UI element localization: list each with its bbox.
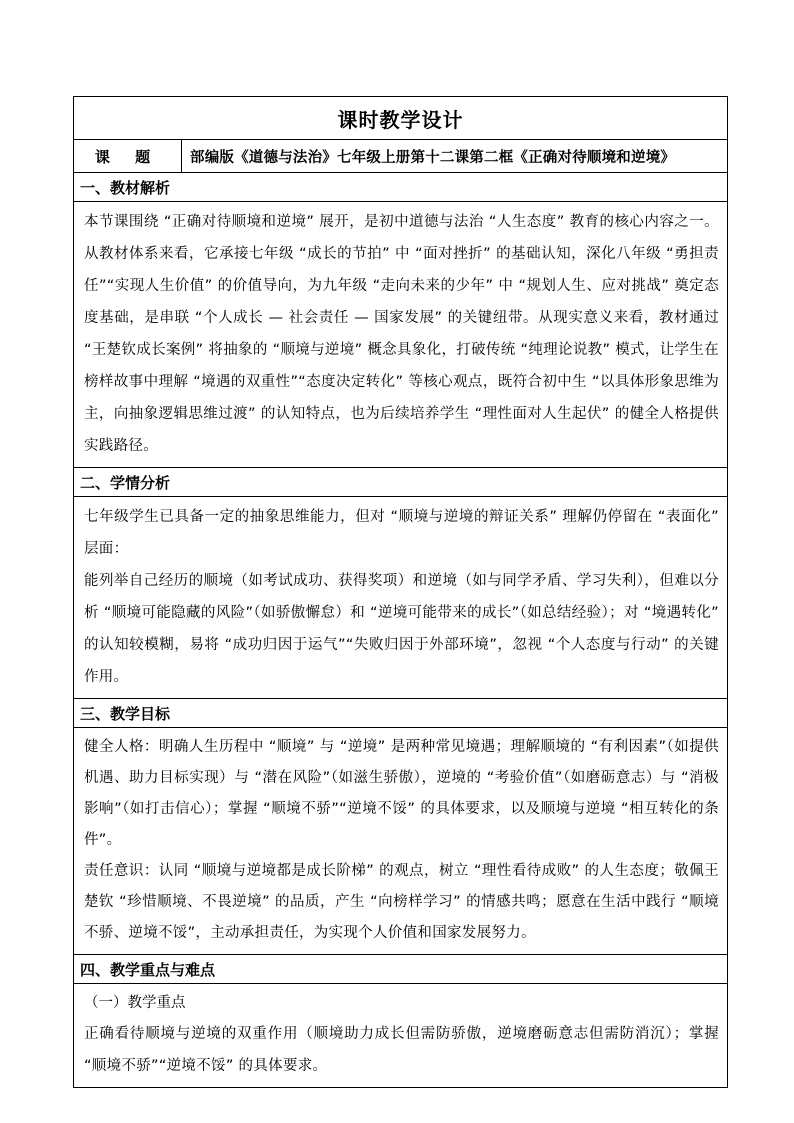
subheading: （一）教学重点 — [84, 995, 186, 1011]
section-heading-student-analysis: 二、学情分析 — [74, 468, 728, 497]
section-heading-textbook-analysis: 一、教材解析 — [74, 173, 728, 202]
topic-label: 课 题 — [74, 140, 182, 173]
topic-value: 部编版《道德与法治》七年级上册第十二课第二框《正确对待顺境和逆境》 — [182, 140, 728, 173]
paragraph: 七年级学生已具备一定的抽象思维能力，但对 “顺境与逆境的辩证关系” 理解仍停留在 “表面化” 层面： — [84, 509, 719, 557]
paragraph: 健全人格：明确人生历程中 “顺境” 与 “逆境” 是两种常见境遇；理解顺境的 “有利因素”（如提供机遇、助力目标实现）与 “潜在风险”（如滋生骄傲），逆境的 “考验价值”（如磨砺意志）与 “消极影响”（如打击信心）；掌握 “顺境不骄”“逆境不馁” 的具体要求，以及顺境与逆境 “相互转化的条件”。 — [84, 739, 719, 848]
title-row — [74, 97, 728, 140]
section-heading-row — [74, 173, 728, 202]
paragraph: 正确看待顺境与逆境的双重作用（顺境助力成长但需防骄傲，逆境磨砺意志但需防消沉）；掌握 “顺境不骄”“逆境不馁” 的具体要求。 — [84, 1026, 719, 1074]
section-body-row — [74, 728, 728, 955]
section-body-key-points — [74, 984, 728, 1088]
section-body-row — [74, 497, 728, 699]
section-heading-key-points: 四、教学重点与难点 — [74, 955, 728, 984]
section-heading-teaching-goals: 三、教学目标 — [74, 699, 728, 728]
section-body-textbook-analysis — [74, 202, 728, 468]
section-heading-row — [74, 468, 728, 497]
lesson-design-table — [73, 96, 728, 1088]
section-heading-row — [74, 955, 728, 984]
paragraph: 责任意识：认同 “顺境与逆境都是成长阶梯” 的观点，树立 “理性看待成败” 的人生态度；敬佩王楚钦 “珍惜顺境、不畏逆境” 的品质，产生 “向榜样学习” 的情感共鸣；愿意在生活中践行 “顺境不骄、逆境不馁”，主动承担责任，为实现个人价值和国家发展努力。 — [84, 863, 719, 941]
section-heading-row — [74, 699, 728, 728]
section-body-row — [74, 984, 728, 1088]
topic-row — [74, 140, 728, 173]
section-body-teaching-goals — [74, 728, 728, 955]
paragraph: 能列举自己经历的顺境（如考试成功、获得奖项）和逆境（如与同学矛盾、学习失利），但难以分析 “顺境可能隐藏的风险”（如骄傲懈怠）和 “逆境可能带来的成长”（如总结经验）；对 “境遇转化” 的认知较模糊，易将 “成功归因于运气”“失败归因于外部环境”，忽视 “个人态度与行动” 的关键作用。 — [84, 573, 719, 685]
section-body-student-analysis — [74, 497, 728, 699]
paragraph: 本节课围绕 “正确对待顺境和逆境” 展开，是初中道德与法治 “人生态度” 教育的核心内容之一。从教材体系来看，它承接七年级 “成长的节拍” 中 “面对挫折” 的基础认知，深化八年级 “勇担责任”“实现人生价值” 的价值导向，为九年级 “走向未来的少年” 中 “规划人生、应对挑战” 奠定态度基础，是串联 “个人成长 — 社会责任 — 国家发展” 的关键纽带。从现实意义来看，教材通过 “王楚钦成长案例” 将抽象的 “顺境与逆境” 概念具象化，打破传统 “纯理论说教” 模式，让学生在榜样故事中理解 “境遇的双重性”“态度决定转化” 等核心观点，既符合初中生 “以具体形象思维为主，向抽象逻辑思维过渡” 的认知特点，也为后续培养学生 “理性面对人生起伏” 的健全人格提供实践路径。 — [84, 214, 719, 454]
document-title: 课时教学设计 — [74, 97, 728, 140]
section-body-row — [74, 202, 728, 468]
